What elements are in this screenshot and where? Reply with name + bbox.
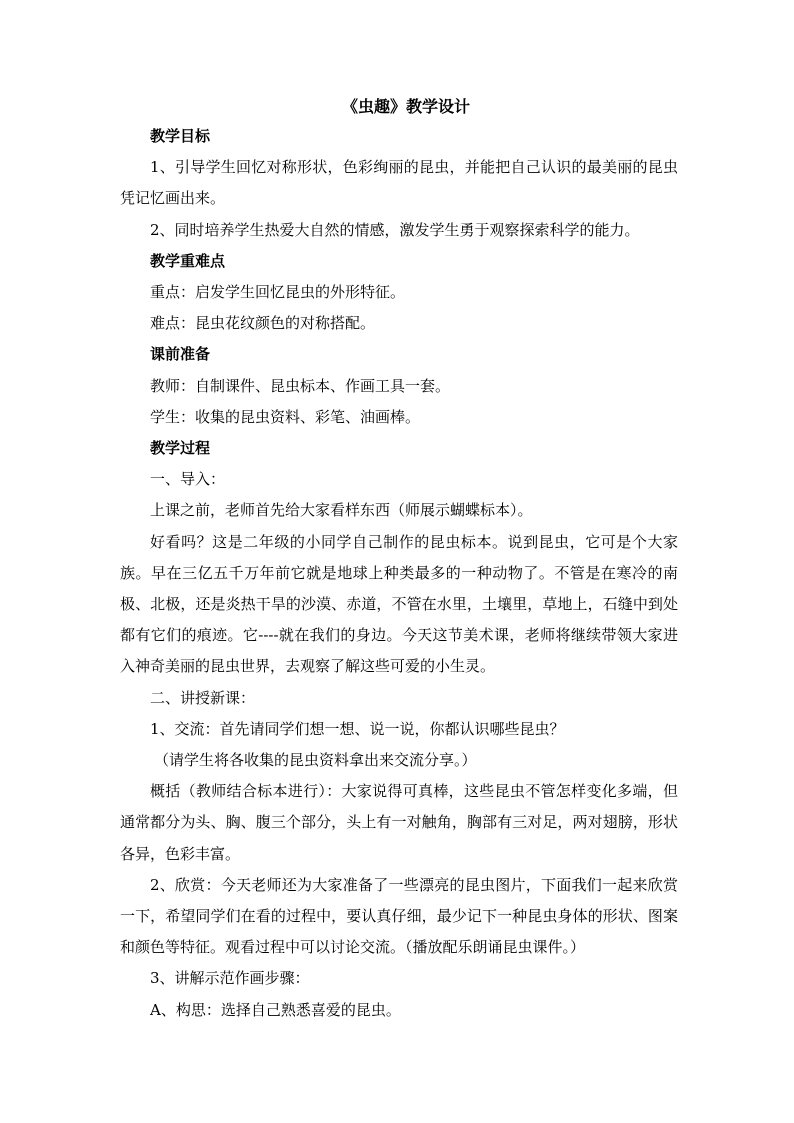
paragraph: 1、引导学生回忆对称形状，色彩绚丽的昆虫，并能把自己认识的最美丽的昆虫凭记忆画出来。 [120,158,678,208]
paragraph: 1、交流：首先请同学们想一想、说一说，你都认识哪些昆虫？ [150,719,565,738]
document-body [120,93,678,1026]
paragraph: 重点：启发学生回忆昆虫的外形特征。 [150,283,406,302]
paragraph: 教师：自制课件、昆虫标本、作画工具一套。 [150,376,451,395]
paragraph: 二、讲授新课： [150,688,256,707]
paragraph: 上课之前，老师首先给大家看样东西（师展示蝴蝶标本）。 [150,501,533,520]
document-title: 《虫趣》教学设计 [341,97,470,116]
paragraph: 学生：收集的昆虫资料、彩笔、油画棒。 [150,407,421,426]
section-heading-goals: 教学目标 [150,127,211,145]
paragraph: A、构思：选择自己熟悉喜爱的昆虫。 [150,1000,401,1019]
paragraph: 2、同时培养学生热爱大自然的情感，激发学生勇于观察探索科学的能力。 [150,220,640,239]
section-heading-process: 教学过程 [150,439,211,458]
paragraph: 概括（教师结合标本进行）：大家说得可真棒，这些昆虫不管怎样变化多端，但通常都分为头、胸、腹三个部分，头上有一对触角，胸部有三对足，两对翅膀，形状各异，色彩丰富。 [120,782,678,863]
section-heading-preparation: 课前准备 [150,345,211,364]
section-heading-key-points: 教学重难点 [150,251,226,270]
paragraph: 一、导入： [150,470,226,489]
paragraph: 3、讲解示范作画步骤： [150,969,310,988]
paragraph: 2、欣赏：今天老师还为大家准备了一些漂亮的昆虫图片，下面我们一起来欣赏一下，希望同学们在看的过程中，要认真仔细，最少记下一种昆虫身体的形状、图案和颜色等特征。观看过程中可以讨论交流。（播放配乐朗诵昆虫课件。） [120,875,678,957]
paragraph: 好看吗？这是二年级的小同学自己制作的昆虫标本。说到昆虫，它可是个大家族。早在三亿五千万年前它就是地球上种类最多的一种动物了。不管是在寒冷的南极、北极，还是炎热干旱的沙漠、赤道，不管在水里，土壤里，草地上，石缝中到处都有它们的痕迹。它----就在我们的身边。今天这节美术课，老师将继续带领大家进入神奇美丽的昆虫世界，去观察了解这些可爱的小生灵。 [120,532,678,676]
paragraph: 难点：昆虫花纹颜色的对称搭配。 [150,314,376,333]
paragraph: （请学生将各收集的昆虫资料拿出来交流分享。） [154,751,477,770]
